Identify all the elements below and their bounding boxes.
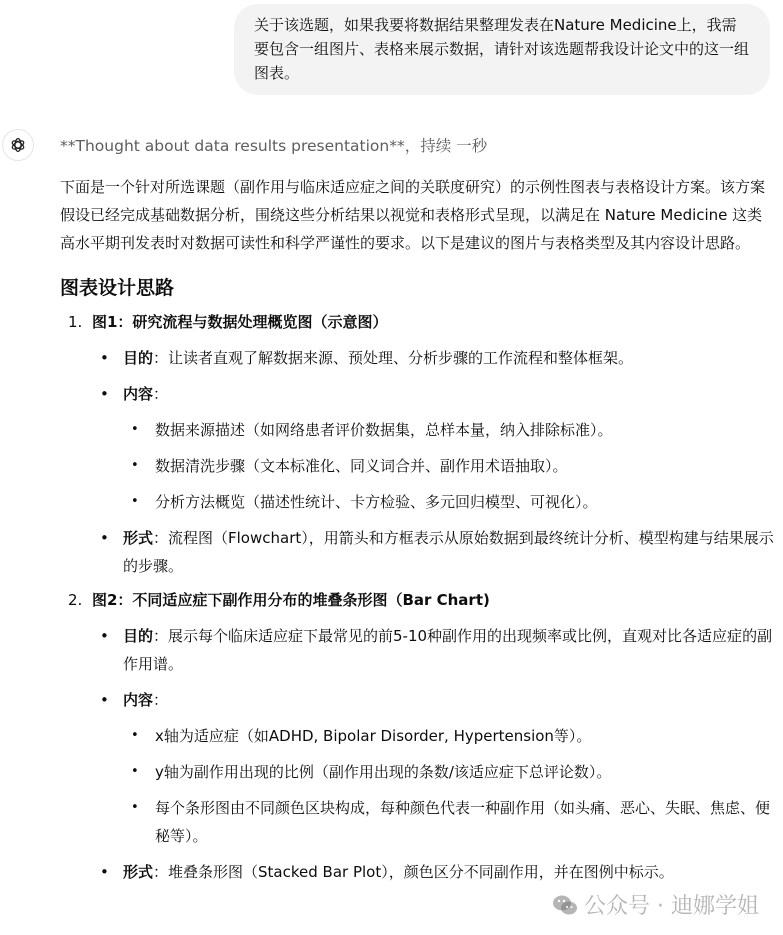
form-text: ：堆叠条形图（Stacked Bar Plot），颜色区分不同副作用，并在图例中标示。 bbox=[153, 863, 674, 881]
openai-logo-icon bbox=[9, 136, 27, 154]
figure-title: 图2：不同适应症下副作用分布的堆叠条形图（Bar Chart) bbox=[92, 591, 490, 609]
content-label: 内容 bbox=[123, 691, 154, 709]
user-message-text: 关于该选题，如果我要将数据结果整理发表在Nature Medicine上，我需要包含一组图片、表格来展示数据，请针对该选题帮我设计论文中的这一组图表。 bbox=[254, 16, 750, 82]
figure-item-1 bbox=[60, 308, 774, 580]
content-colon: ： bbox=[153, 385, 169, 403]
intro-paragraph: 下面是一个针对所选课题（副作用与临床适应症之间的关联度研究）的示例性图表与表格设计方案。该方案假设已经完成基础数据分析，围绕这些分析结果以视觉和表格形式呈现，以满足在 Nature Medicine 这类高水平期刊发表时对数据可读性和科学严谨性的要求。以下是建议的图片与表格类型及其内容设计思路。 bbox=[60, 178, 766, 252]
wechat-icon bbox=[552, 894, 578, 916]
content-subitem: • 数据来源描述（如网络患者评价数据集，总样本量，纳入排除标准）。 bbox=[123, 416, 774, 444]
content-item bbox=[92, 380, 774, 516]
figure-details bbox=[92, 622, 774, 886]
thought-label: **Thought about data results presentation**，持续 一秒 bbox=[60, 137, 488, 155]
content-subitem: • x轴为适应症（如ADHD, Bipolar Disorder, Hypertension等）。 bbox=[123, 722, 774, 750]
content-item bbox=[92, 686, 774, 850]
form-label: 形式 bbox=[123, 529, 154, 547]
purpose-label: 目的 bbox=[123, 349, 154, 367]
content-subitem: • 数据清洗步骤（文本标准化、同义词合并、副作用术语抽取）。 bbox=[123, 452, 774, 480]
watermark bbox=[552, 889, 759, 920]
content-subitem: • 分析方法概览（描述性统计、卡方检验、多元回归模型、可视化）。 bbox=[123, 488, 774, 516]
watermark-text: 公众号 · 迪娜学姐 bbox=[584, 894, 759, 919]
form-item bbox=[92, 858, 774, 886]
assistant-response bbox=[60, 173, 774, 886]
purpose-text: ：展示每个临床适应症下最常见的前5-10种副作用的出现频率或比例，直观对比各适应症的副作用谱。 bbox=[123, 627, 773, 673]
figure-number: 1. bbox=[68, 313, 83, 331]
thought-summary[interactable] bbox=[60, 134, 487, 158]
content-subitem: • 每个条形图由不同颜色区块构成，每种颜色代表一种副作用（如头痛、恶心、失眠、焦虑、便秘等）。 bbox=[123, 794, 774, 850]
section-heading: 图表设计思路 bbox=[60, 277, 175, 299]
figure-title: 图1：研究流程与数据处理概览图（示意图） bbox=[92, 313, 388, 331]
content-colon: ： bbox=[153, 691, 169, 709]
assistant-avatar bbox=[2, 129, 34, 161]
figure-list bbox=[60, 308, 774, 886]
figure-number: 2. bbox=[68, 591, 83, 609]
purpose-item bbox=[92, 344, 774, 372]
purpose-item bbox=[92, 622, 774, 678]
figure-item-2 bbox=[60, 586, 774, 886]
purpose-label: 目的 bbox=[123, 627, 154, 645]
form-label: 形式 bbox=[123, 863, 154, 881]
content-subitem: • y轴为副作用出现的比例（副作用出现的条数/该适应症下总评论数）。 bbox=[123, 758, 774, 786]
figure-details bbox=[92, 344, 774, 580]
user-message-bubble bbox=[234, 4, 770, 95]
form-text: ：流程图（Flowchart），用箭头和方框表示从原始数据到最终统计分析、模型构建与结果展示的步骤。 bbox=[123, 529, 774, 575]
content-sublist bbox=[123, 722, 774, 850]
content-label: 内容 bbox=[123, 385, 154, 403]
content-sublist bbox=[123, 416, 774, 516]
form-item bbox=[92, 524, 774, 580]
purpose-text: ：让读者直观了解数据来源、预处理、分析步骤的工作流程和整体框架。 bbox=[153, 349, 634, 367]
